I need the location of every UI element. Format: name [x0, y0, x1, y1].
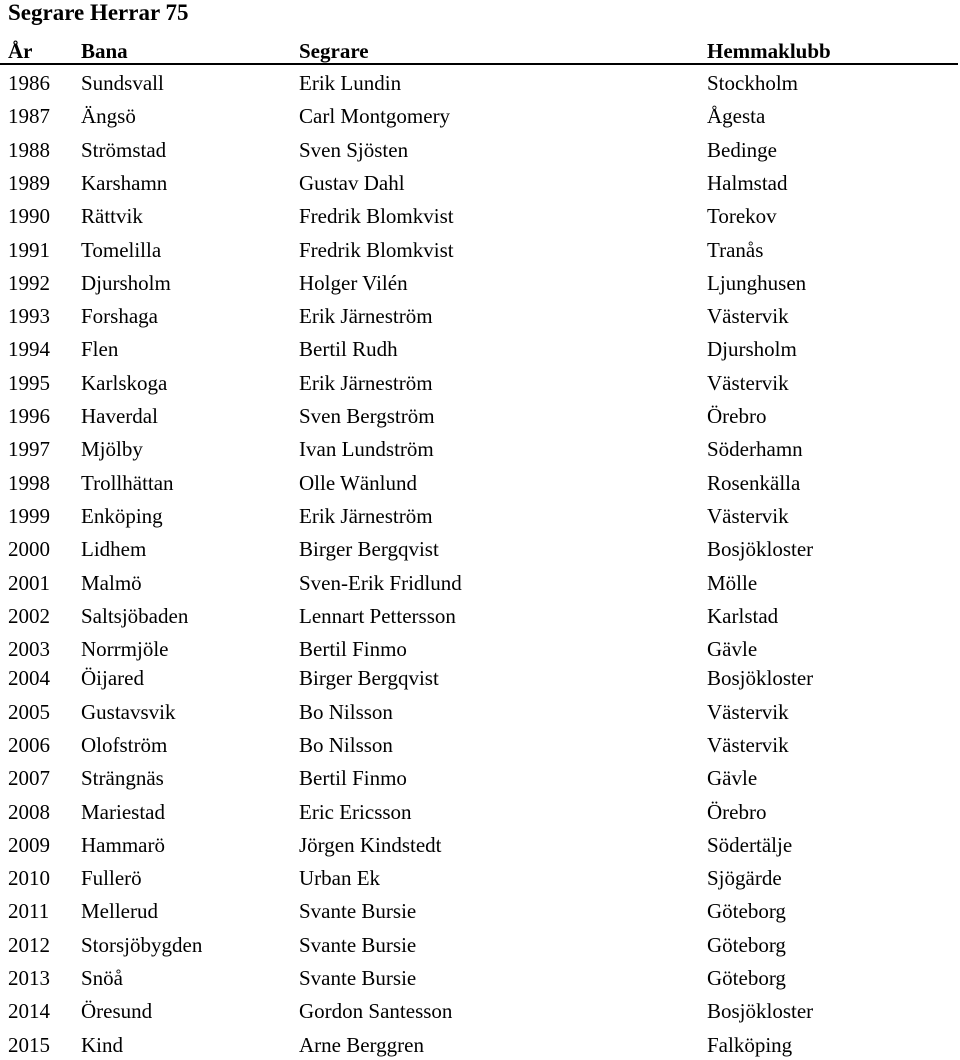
table-cell-year: 2005 — [8, 700, 50, 724]
table-cell-club: Bedinge — [707, 138, 777, 162]
table-cell-club: Torekov — [707, 204, 777, 228]
table-cell-winner: Bertil Finmo — [299, 766, 407, 790]
table-cell-course: Ängsö — [81, 104, 136, 128]
table-cell-winner: Ivan Lundström — [299, 437, 434, 461]
table-cell-course: Sundsvall — [81, 71, 164, 95]
table-cell-year: 2015 — [8, 1033, 50, 1057]
table-cell-year: 2001 — [8, 571, 50, 595]
table-row — [0, 996, 960, 1026]
table-cell-winner: Fredrik Blomkvist — [299, 204, 454, 228]
table-cell-course: Kind — [81, 1033, 123, 1057]
table-cell-course: Snöå — [81, 966, 123, 990]
table-cell-year: 1990 — [8, 204, 50, 228]
table-row — [0, 401, 960, 431]
table-cell-year: 2011 — [8, 899, 50, 923]
table-cell-winner: Erik Järneström — [299, 504, 433, 528]
table-row — [0, 334, 960, 364]
table-cell-year: 2007 — [8, 766, 50, 790]
table-cell-course: Storsjöbygden — [81, 933, 203, 957]
table-cell-winner: Holger Vilén — [299, 271, 408, 295]
header-winner: Segrare — [299, 39, 369, 63]
table-cell-club: Karlstad — [707, 604, 779, 628]
table-row — [0, 235, 960, 265]
table-cell-course: Haverdal — [81, 404, 158, 428]
table-cell-winner: Bertil Rudh — [299, 337, 398, 361]
table-cell-year: 2009 — [8, 833, 50, 857]
table-row — [0, 468, 960, 498]
table-row — [0, 963, 960, 993]
table-cell-club: Bosjökloster — [707, 666, 814, 690]
table-cell-club: Ågesta — [707, 104, 766, 128]
header-divider — [0, 63, 958, 65]
table-cell-course: Fullerö — [81, 866, 142, 890]
table-cell-club: Halmstad — [707, 171, 788, 195]
table-row — [0, 930, 960, 960]
table-cell-winner: Svante Bursie — [299, 966, 417, 990]
table-cell-winner: Birger Bergqvist — [299, 537, 439, 561]
table-row — [0, 135, 960, 165]
table-cell-club: Falköping — [707, 1033, 793, 1057]
table-cell-winner: Eric Ericsson — [299, 800, 412, 824]
table-row — [0, 501, 960, 531]
table-cell-winner: Birger Bergqvist — [299, 666, 439, 690]
table-cell-year: 2013 — [8, 966, 50, 990]
table-cell-course: Flen — [81, 337, 119, 361]
table-cell-year: 1992 — [8, 271, 50, 295]
table-cell-club: Västervik — [707, 504, 789, 528]
table-cell-course: Hammarö — [81, 833, 165, 857]
table-cell-course: Forshaga — [81, 304, 158, 328]
table-cell-club: Bosjökloster — [707, 999, 814, 1023]
table-cell-year: 2012 — [8, 933, 50, 957]
table-row — [0, 168, 960, 198]
table-cell-club: Rosenkälla — [707, 471, 801, 495]
table-cell-year: 2008 — [8, 800, 50, 824]
table-cell-winner: Erik Järneström — [299, 371, 433, 395]
table-row — [0, 434, 960, 464]
table-cell-course: Karlskoga — [81, 371, 168, 395]
table-cell-winner: Bertil Finmo — [299, 637, 407, 661]
table-cell-year: 2002 — [8, 604, 50, 628]
table-cell-club: Djursholm — [707, 337, 797, 361]
table-cell-club: Sjögärde — [707, 866, 782, 890]
table-cell-club: Västervik — [707, 304, 789, 328]
table-cell-course: Olofström — [81, 733, 168, 757]
table-row — [0, 301, 960, 331]
table-row — [0, 534, 960, 564]
table-row — [0, 797, 960, 827]
table-cell-club: Stockholm — [707, 71, 799, 95]
table-cell-year: 2000 — [8, 537, 50, 561]
table-row — [0, 896, 960, 926]
table-cell-course: Strömstad — [81, 138, 167, 162]
table-cell-course: Saltsjöbaden — [81, 604, 189, 628]
table-cell-winner: Gordon Santesson — [299, 999, 453, 1023]
table-row — [0, 663, 960, 693]
table-row — [0, 697, 960, 727]
table-cell-year: 1993 — [8, 304, 50, 328]
table-cell-year: 2014 — [8, 999, 50, 1023]
table-cell-course: Trollhättan — [81, 471, 174, 495]
table-row — [0, 101, 960, 131]
table-cell-club: Tranås — [707, 238, 764, 262]
table-row — [0, 201, 960, 231]
table-cell-year: 1987 — [8, 104, 50, 128]
table-cell-course: Strängnäs — [81, 766, 164, 790]
table-cell-winner: Lennart Pettersson — [299, 604, 456, 628]
table-row — [0, 268, 960, 298]
table-cell-club: Söderhamn — [707, 437, 803, 461]
table-cell-course: Mjölby — [81, 437, 143, 461]
table-cell-year: 1995 — [8, 371, 50, 395]
table-cell-club: Västervik — [707, 700, 789, 724]
table-cell-course: Malmö — [81, 571, 142, 595]
table-cell-year: 2003 — [8, 637, 50, 661]
table-cell-winner: Urban Ek — [299, 866, 381, 890]
table-cell-year: 2004 — [8, 666, 50, 690]
table-cell-winner: Erik Lundin — [299, 71, 402, 95]
table-cell-club: Bosjökloster — [707, 537, 814, 561]
table-cell-winner: Bo Nilsson — [299, 700, 393, 724]
header-club: Hemmaklubb — [707, 39, 831, 63]
table-cell-club: Gävle — [707, 766, 758, 790]
table-cell-winner: Sven Bergström — [299, 404, 435, 428]
table-cell-winner: Erik Järneström — [299, 304, 433, 328]
table-cell-year: 1996 — [8, 404, 50, 428]
header-course: Bana — [81, 39, 128, 63]
table-cell-year: 1994 — [8, 337, 50, 361]
table-cell-year: 1999 — [8, 504, 50, 528]
table-cell-course: Lidhem — [81, 537, 147, 561]
table-cell-club: Södertälje — [707, 833, 793, 857]
table-row — [0, 634, 960, 664]
table-cell-year: 1998 — [8, 471, 50, 495]
table-cell-club: Västervik — [707, 371, 789, 395]
table-cell-course: Rättvik — [81, 204, 143, 228]
table-cell-course: Gustavsvik — [81, 700, 176, 724]
table-cell-winner: Fredrik Blomkvist — [299, 238, 454, 262]
table-cell-course: Tomelilla — [81, 238, 162, 262]
table-cell-course: Öresund — [81, 999, 153, 1023]
table-cell-course: Norrmjöle — [81, 637, 169, 661]
header-year: År — [8, 39, 33, 63]
table-cell-year: 1997 — [8, 437, 50, 461]
table-cell-course: Öijared — [81, 666, 144, 690]
table-cell-year: 1991 — [8, 238, 50, 262]
table-cell-winner: Olle Wänlund — [299, 471, 418, 495]
table-row — [0, 601, 960, 631]
table-cell-winner: Svante Bursie — [299, 899, 417, 923]
table-cell-winner: Arne Berggren — [299, 1033, 424, 1057]
table-cell-club: Örebro — [707, 404, 767, 428]
page-title: Segrare Herrar 75 — [8, 0, 189, 25]
table-cell-club: Västervik — [707, 733, 789, 757]
table-cell-club: Mölle — [707, 571, 758, 595]
table-cell-winner: Jörgen Kindstedt — [299, 833, 442, 857]
table-header — [0, 36, 960, 66]
table-row — [0, 730, 960, 760]
table-cell-year: 1989 — [8, 171, 50, 195]
table-cell-winner: Bo Nilsson — [299, 733, 393, 757]
table-row — [0, 830, 960, 860]
table-cell-course: Mariestad — [81, 800, 165, 824]
table-cell-course: Karshamn — [81, 171, 168, 195]
table-cell-winner: Gustav Dahl — [299, 171, 405, 195]
table-row — [0, 568, 960, 598]
table-cell-club: Örebro — [707, 800, 767, 824]
table-cell-club: Göteborg — [707, 933, 786, 957]
table-cell-winner: Sven-Erik Fridlund — [299, 571, 462, 595]
table-cell-year: 1986 — [8, 71, 50, 95]
table-cell-club: Göteborg — [707, 966, 786, 990]
table-cell-course: Enköping — [81, 504, 163, 528]
table-cell-winner: Carl Montgomery — [299, 104, 451, 128]
table-row — [0, 1030, 960, 1060]
table-cell-winner: Svante Bursie — [299, 933, 417, 957]
table-cell-course: Djursholm — [81, 271, 171, 295]
table-cell-year: 1988 — [8, 138, 50, 162]
table-cell-club: Göteborg — [707, 899, 786, 923]
table-cell-winner: Sven Sjösten — [299, 138, 409, 162]
table-cell-course: Mellerud — [81, 899, 158, 923]
table-row — [0, 763, 960, 793]
table-cell-year: 2010 — [8, 866, 50, 890]
table-row — [0, 368, 960, 398]
table-row — [0, 863, 960, 893]
table-cell-year: 2006 — [8, 733, 50, 757]
table-cell-club: Ljunghusen — [707, 271, 807, 295]
table-cell-club: Gävle — [707, 637, 758, 661]
table-row — [0, 68, 960, 98]
